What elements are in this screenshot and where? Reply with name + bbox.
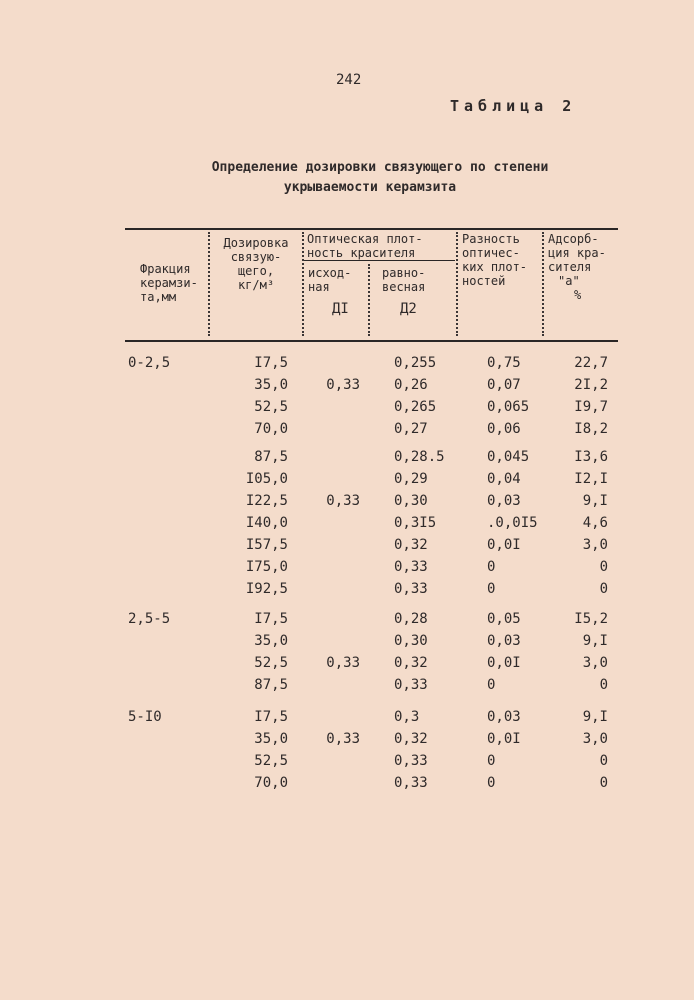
- difference-cell: 0,0I: [487, 731, 521, 747]
- fraction-cell: 5-I0: [128, 709, 162, 725]
- equilibrium-density-cell: 0,32: [394, 537, 428, 553]
- column-separator: [542, 232, 544, 336]
- equilibrium-density-cell: 0,32: [394, 731, 428, 747]
- adsorption-cell: 3,0: [582, 731, 608, 747]
- dosage-cell: 52,5: [254, 655, 288, 671]
- equilibrium-density-cell: 0,32: [394, 655, 428, 671]
- dosage-cell: I40,0: [245, 515, 288, 531]
- adsorption-cell: 9,I: [582, 493, 608, 509]
- header-initial: исход- ная: [308, 266, 352, 294]
- adsorption-cell: 2I,2: [574, 377, 608, 393]
- adsorption-cell: I8,2: [574, 421, 608, 437]
- fraction-cell: 2,5-5: [128, 611, 171, 627]
- equilibrium-density-cell: 0,33: [394, 581, 428, 597]
- difference-cell: 0: [487, 581, 496, 597]
- equilibrium-density-cell: 0,26: [394, 377, 428, 393]
- adsorption-cell: 9,I: [582, 709, 608, 725]
- initial-density-cell: 0,33: [326, 731, 360, 747]
- initial-density-cell: 0,33: [326, 493, 360, 509]
- equilibrium-density-cell: 0,265: [394, 399, 437, 415]
- equilibrium-density-cell: 0,30: [394, 493, 428, 509]
- equilibrium-density-cell: 0,27: [394, 421, 428, 437]
- table-label: Таблица 2: [450, 97, 577, 115]
- difference-cell: 0,0I: [487, 655, 521, 671]
- column-separator: [456, 232, 458, 336]
- dosage-cell: I05,0: [245, 471, 288, 487]
- dosage-cell: 35,0: [254, 731, 288, 747]
- dosage-cell: 35,0: [254, 377, 288, 393]
- dosage-cell: I7,5: [254, 611, 288, 627]
- difference-cell: 0,03: [487, 493, 521, 509]
- equilibrium-density-cell: 0,255: [394, 355, 437, 371]
- dosage-cell: I7,5: [254, 709, 288, 725]
- equilibrium-density-cell: 0,3I5: [394, 515, 437, 531]
- difference-cell: 0,045: [487, 449, 530, 465]
- adsorption-cell: I3,6: [574, 449, 608, 465]
- equilibrium-density-cell: 0,33: [394, 559, 428, 575]
- header-top-rule: [125, 228, 618, 230]
- difference-cell: 0,03: [487, 633, 521, 649]
- equilibrium-density-cell: 0,3: [394, 709, 420, 725]
- difference-cell: 0,0I: [487, 537, 521, 553]
- column-separator: [302, 232, 304, 336]
- column-separator: [208, 232, 210, 336]
- adsorption-cell: 3,0: [582, 655, 608, 671]
- column-separator: [368, 264, 370, 336]
- dosage-cell: I92,5: [245, 581, 288, 597]
- dosage-cell: I22,5: [245, 493, 288, 509]
- adsorption-cell: 0: [599, 677, 608, 693]
- fraction-cell: 0-2,5: [128, 355, 171, 371]
- dosage-cell: I57,5: [245, 537, 288, 553]
- difference-cell: 0: [487, 559, 496, 575]
- dosage-cell: 52,5: [254, 753, 288, 769]
- adsorption-cell: I5,2: [574, 611, 608, 627]
- difference-cell: 0,03: [487, 709, 521, 725]
- adsorption-cell: 0: [599, 753, 608, 769]
- difference-cell: 0,07: [487, 377, 521, 393]
- header-equilibrium: равно- весная: [382, 266, 426, 294]
- table-title-line-2: укрываемости керамзита: [283, 180, 457, 195]
- dosage-cell: I7,5: [254, 355, 288, 371]
- adsorption-cell: 0: [599, 559, 608, 575]
- difference-cell: 0: [487, 775, 496, 791]
- difference-cell: 0,06: [487, 421, 521, 437]
- adsorption-cell: 0: [599, 775, 608, 791]
- initial-density-cell: 0,33: [326, 377, 360, 393]
- adsorption-cell: 4,6: [582, 515, 608, 531]
- page-number: 242: [336, 72, 362, 88]
- dosage-cell: 35,0: [254, 633, 288, 649]
- equilibrium-density-cell: 0,28.5: [394, 449, 445, 465]
- adsorption-cell: 22,7: [574, 355, 608, 371]
- equilibrium-density-cell: 0,28: [394, 611, 428, 627]
- difference-cell: 0,05: [487, 611, 521, 627]
- dosage-cell: I75,0: [245, 559, 288, 575]
- adsorption-cell: I9,7: [574, 399, 608, 415]
- header-equilibrium-symbol: Д2: [400, 301, 417, 317]
- equilibrium-density-cell: 0,33: [394, 753, 428, 769]
- equilibrium-density-cell: 0,30: [394, 633, 428, 649]
- difference-cell: 0,75: [487, 355, 521, 371]
- adsorption-cell: 3,0: [582, 537, 608, 553]
- optical-density-subrule: [303, 260, 455, 261]
- difference-cell: .0,0I5: [487, 515, 538, 531]
- header-optical-density: Оптическая плот- ность красителя: [307, 232, 423, 260]
- adsorption-cell: I2,I: [574, 471, 608, 487]
- dosage-cell: 87,5: [254, 449, 288, 465]
- equilibrium-density-cell: 0,33: [394, 775, 428, 791]
- dosage-cell: 70,0: [254, 775, 288, 791]
- difference-cell: 0: [487, 677, 496, 693]
- header-fraction: Фракция керамзи- та,мм: [140, 262, 198, 304]
- header-bottom-rule: [125, 340, 618, 342]
- header-adsorption: Адсорб- ция кра- сителя "а" %: [548, 232, 606, 302]
- header-dosage: Дозировка связую- щего, кг/м³: [223, 236, 289, 292]
- dosage-cell: 87,5: [254, 677, 288, 693]
- header-initial-symbol: ДI: [332, 301, 349, 317]
- header-difference: Разность оптичес- ких плот- ностей: [462, 232, 528, 288]
- initial-density-cell: 0,33: [326, 655, 360, 671]
- difference-cell: 0,065: [487, 399, 530, 415]
- table-title-line-1: Определение дозировки связующего по степени: [211, 160, 549, 175]
- adsorption-cell: 0: [599, 581, 608, 597]
- adsorption-cell: 9,I: [582, 633, 608, 649]
- equilibrium-density-cell: 0,29: [394, 471, 428, 487]
- difference-cell: 0: [487, 753, 496, 769]
- equilibrium-density-cell: 0,33: [394, 677, 428, 693]
- dosage-cell: 52,5: [254, 399, 288, 415]
- difference-cell: 0,04: [487, 471, 521, 487]
- dosage-cell: 70,0: [254, 421, 288, 437]
